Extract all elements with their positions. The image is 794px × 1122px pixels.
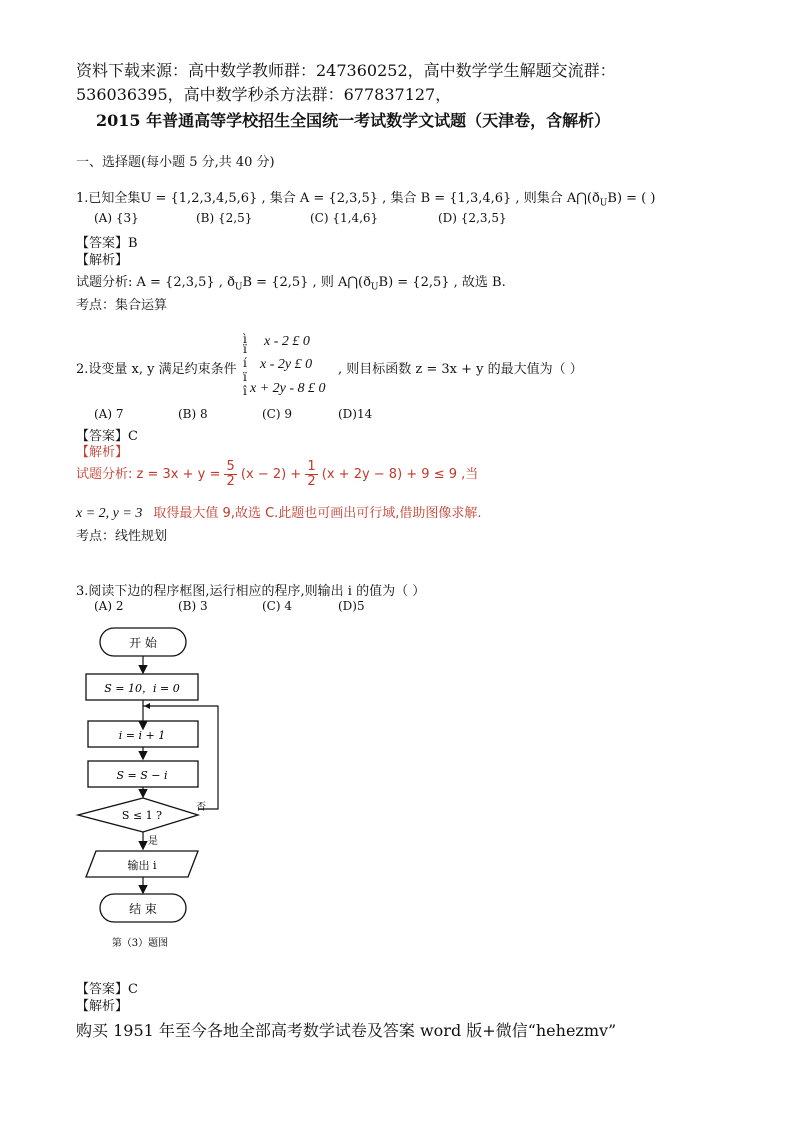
q2-constraint-3: x + 2y - 8 £ 0: [250, 381, 326, 396]
q3-option-b: (B) 3: [178, 599, 208, 613]
section-heading: 一、选择题(每小题 5 分,共 40 分): [76, 155, 275, 170]
q2-stem-b: , 则目标函数 z = 3x + y 的最大值为（ ）: [338, 362, 583, 377]
flow-end-text: 结 束: [129, 902, 157, 916]
source-line-2: 536036395，高中数学秒杀方法群：677837127，: [76, 85, 452, 104]
q3-analysis-label: 【解析】: [76, 999, 129, 1014]
flow-yes-label: 是: [148, 836, 158, 847]
q2-brace: ì ï í ï î: [243, 332, 247, 398]
q1-analysis: 试题分析: A = {2,3,5} , $ð_UB = \{2,5\}$ , 则 $A⋂(ð_UB) = \{2,5\}$ , 故选 B.: [76, 275, 506, 293]
q3-stem: 3.阅读下边的程序框图,运行相应的程序,则输出 i 的值为（ ）: [76, 584, 426, 599]
q1-analysis-label: 【解析】: [76, 253, 129, 268]
q3-option-d: (D)5: [338, 599, 365, 613]
flow-output-text: 输出 i: [127, 859, 157, 872]
q2-option-a: (A) 7: [94, 407, 124, 421]
flow-step-increment-text: i = i + 1: [118, 729, 166, 742]
flow-step-subtract-text: S = S − i: [116, 769, 168, 782]
q2-answer: 【答案】C: [76, 429, 138, 444]
q2-point: 考点：线性规划: [76, 529, 168, 544]
q1-option-a: (A) {3}: [94, 211, 139, 225]
q2-option-b: (B) 8: [178, 407, 208, 421]
q3-answer: 【答案】C: [76, 982, 138, 997]
q1-stem: 1.已知全集U = {1,2,3,4,5,6} , 集合 A = {2,3,5} , 集合 B = {1,3,4,6} , 则集合 $A⋂(ð_UB)$ = ( ): [76, 191, 656, 209]
q2-option-c: (C) 9: [262, 407, 292, 421]
page-title: 2015 年普通高等学校招生全国统一考试数学文试题（天津卷，含解析）: [96, 111, 611, 130]
q1-option-b: (B) {2,5}: [196, 211, 253, 225]
flowchart: [70, 620, 240, 960]
q1-point: 考点：集合运算: [76, 298, 168, 313]
q1-option-d: (D) {2,3,5}: [438, 211, 507, 225]
flow-caption: 第（3）题图: [111, 938, 169, 949]
q1-option-c: (C) {1,4,6}: [310, 211, 379, 225]
flow-condition-text: S ≤ 1 ?: [121, 809, 163, 822]
q2-option-d: (D)14: [338, 407, 373, 421]
q2-analysis-line-1: 试题分析: z = 3x + y = $\frac{5}{2}$ (x − 2) + $\frac{1}{2}$ (x + 2y − 8) + 9 ≤ 9 ,当: [76, 459, 479, 489]
fraction-5-2: $\frac{5}{2}$: [226, 459, 235, 489]
footer-ad: 购买 1951 年至今各地全部高考数学试卷及答案 word 版+微信“hehezmv”: [76, 1021, 617, 1040]
q2-constraint-2: x - 2y £ 0: [260, 357, 313, 372]
q2-analysis-line-2: x = 2, y = 3 取得最大值 9,故选 C.此题也可画出可行域,借助图像求解.: [76, 506, 482, 521]
flow-no-label: 否: [196, 802, 206, 813]
q2-analysis-label: 【解析】: [76, 445, 129, 460]
q1-answer: 【答案】B: [76, 236, 138, 251]
flow-init-text: S = 10，i = 0: [104, 682, 180, 695]
q3-option-c: (C) 4: [262, 599, 292, 613]
q3-option-a: (A) 2: [94, 599, 124, 613]
flow-start-text: 开 始: [129, 636, 157, 650]
fraction-1-2: $\frac{1}{2}$: [307, 459, 316, 489]
q2-constraint-1: x - 2 £ 0: [264, 334, 310, 349]
source-line-1: 资料下载来源：高中数学教师群：247360252，高中数学学生解题交流群：: [76, 61, 616, 80]
q2-stem-a: 2.设变量 x, y 满足约束条件: [76, 362, 237, 377]
